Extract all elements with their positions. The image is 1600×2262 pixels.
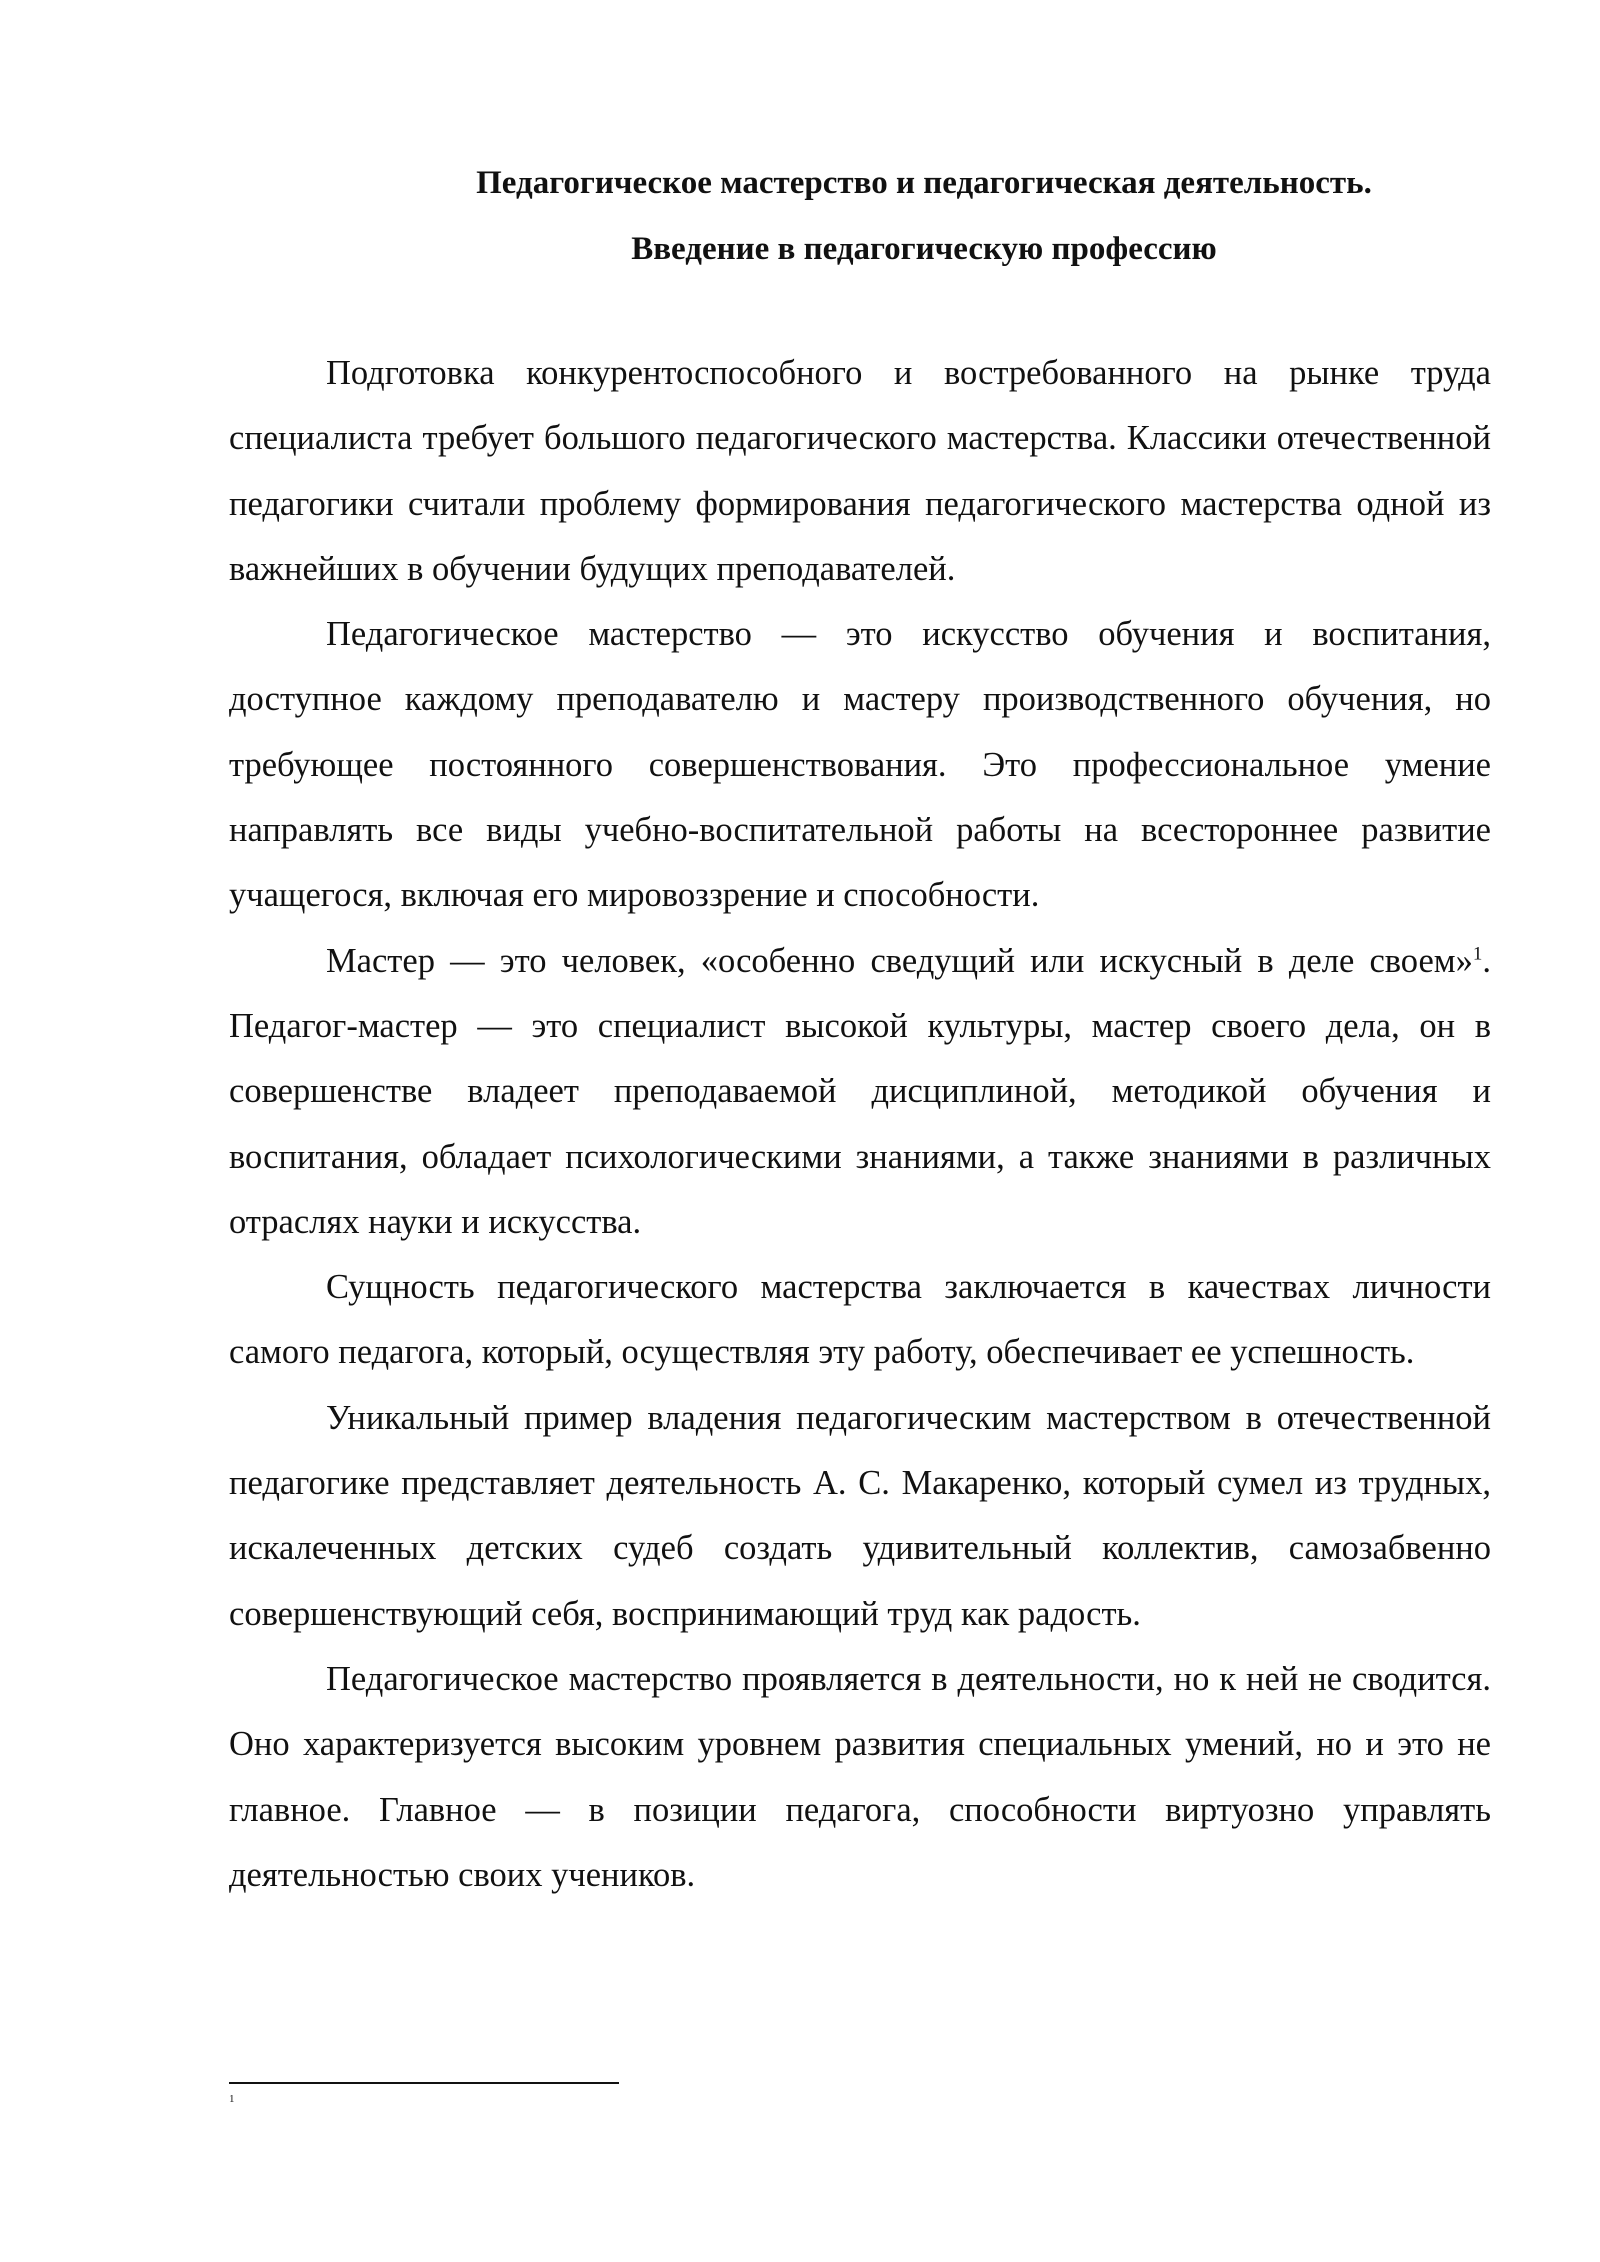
paragraph-6: Педагогическое мастерство проявляется в деятельности, но к ней не сводится. Оно характеризуется высоким уровнем развития специальных умений, но и это не главное. Главное — в позиции педагога, способности виртуозно управлять деятельностью своих учеников. [229,1659,1491,1894]
document-title [229,150,1491,282]
body-text [229,341,1491,1908]
paragraph-3-part-1: Мастер — это человек, «особенно сведущий или искусный в деле своем» [326,941,1473,980]
paragraph-3-part-2: . Педагог-мастер — это специалист высокой культуры, мастер своего дела, он в совершенстве владеет преподаваемой дисциплиной, методикой обучения и воспитания, обладает психологическими знаниями, а также знаниями в различных отраслях науки и искусства. [229,941,1491,1241]
paragraph-1: Подготовка конкурентоспособного и востребованного на рынке труда специалиста требует большого педагогического мастерства. Классики отечественной педагогики считали проблему формирования педагогического мастерства одной из важнейших в обучении будущих преподавателей. [229,354,1491,588]
footnote-marker: 1 [229,2093,235,2105]
paragraph-4: Сущность педагогического мастерства заключается в качествах личности самого педагога, который, осуществляя эту работу, обеспечивает ее успешность. [229,1268,1491,1372]
paragraph-2: Педагогическое мастерство — это искусство обучения и воспитания, доступное каждому преподавателю и мастеру производственного обучения, но требующее постоянного совершенствования. Это профессиональное умение направлять все виды учебно-воспитательной работы на всестороннее развитие учащегося, включая его мировоззрение и способности. [229,615,1491,915]
title-line-1: Педагогическое мастерство и педагогическая деятельность. [476,165,1372,201]
paragraph-5: Уникальный пример владения педагогическим мастерством в отечественной педагогике представляет деятельность А. С. Макаренко, который сумел из трудных, искалеченных детских судеб создать удивительный коллектив, самозабвенно совершенствующий себя, воспринимающий труд как радость. [229,1398,1491,1633]
title-line-2: Введение в педагогическую профессию [631,231,1217,267]
footnote-separator [229,2082,619,2084]
paragraph-3 [229,929,1491,1255]
footnote [229,2092,235,2106]
footnote-reference[interactable]: 1 [1472,943,1483,965]
